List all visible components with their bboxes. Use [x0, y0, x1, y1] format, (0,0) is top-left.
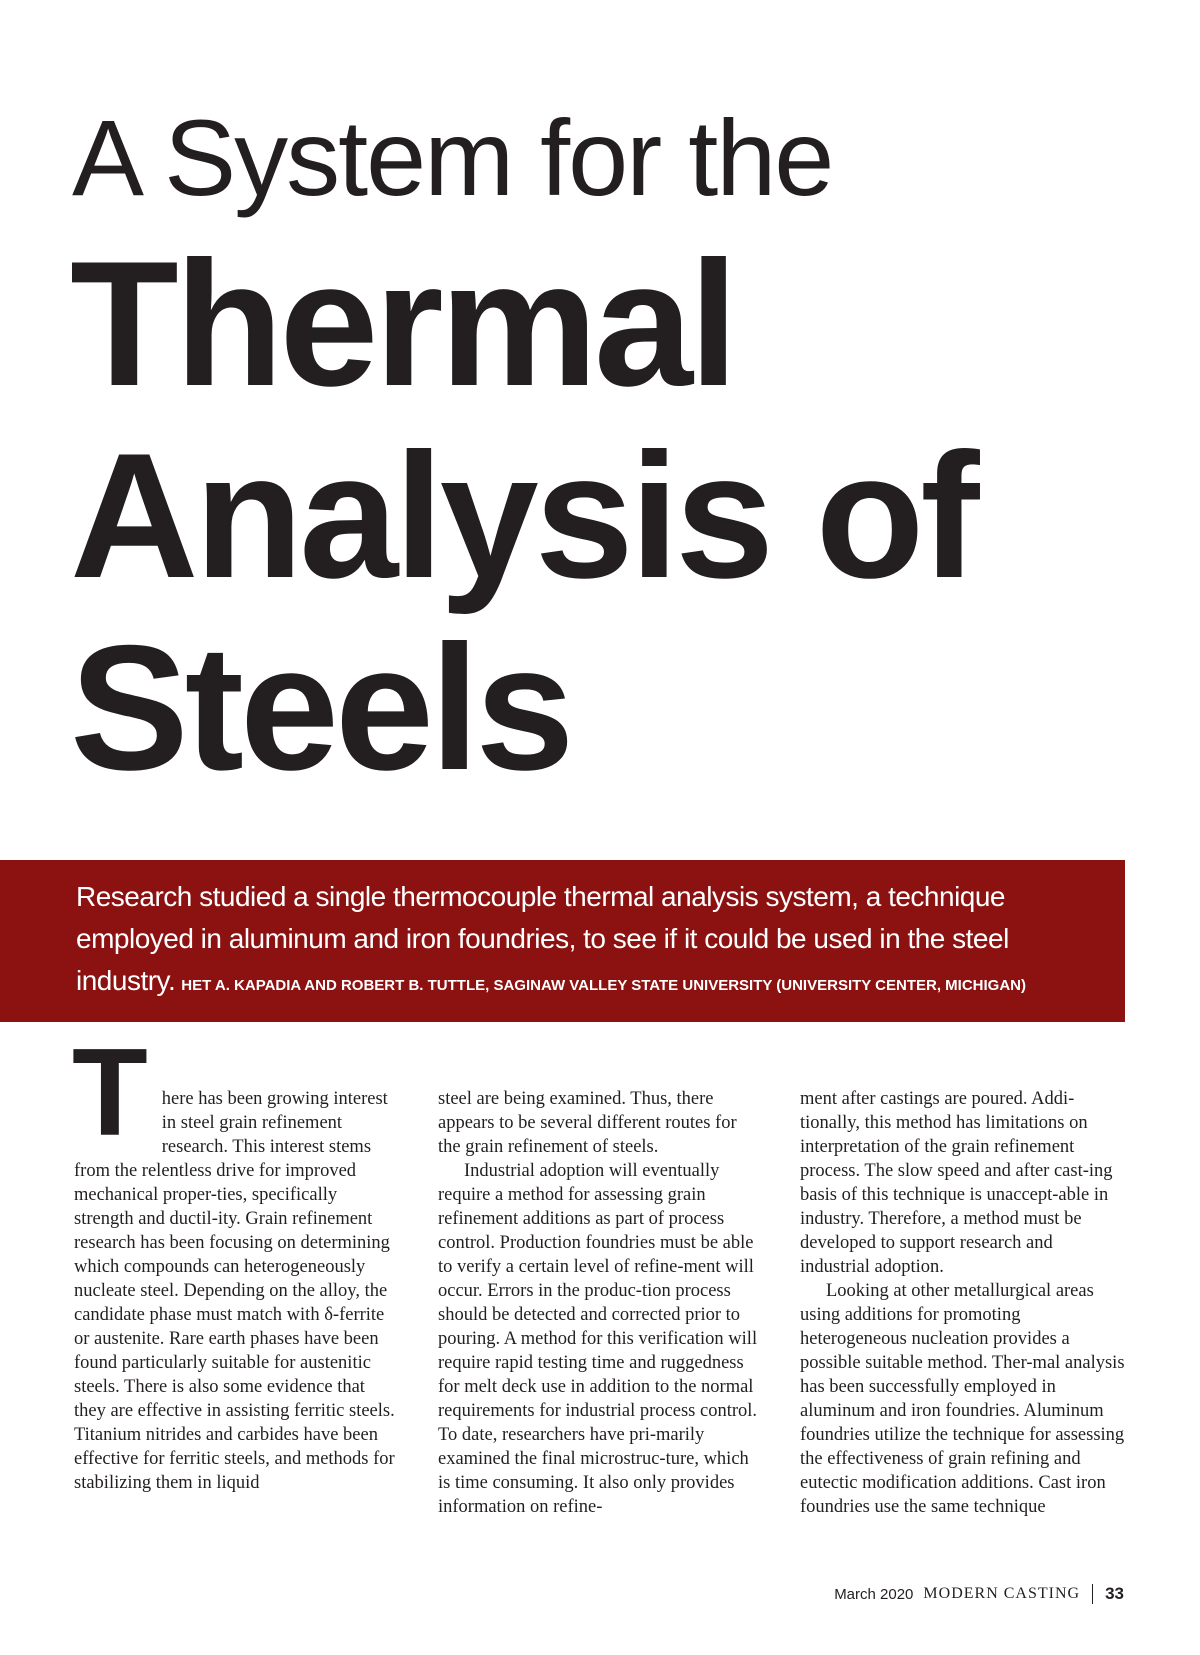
body-column-1 — [72, 1024, 399, 1495]
body-paragraph: Industrial adoption will eventually require a method for assessing grain refinement additions as part of process control. Production foundries must be able to verify a certain level of refine-ment will occur. Errors in the produc-tion process should be detected and corrected prior to pouring. A method for this verification will require rapid testing time and ruggedness for melt deck use in addition to the normal requirements for industrial process control. To date, researchers have pri-marily examined the final microstruc-ture, which is time consuming. It also only provides information on refine- — [438, 1161, 758, 1517]
body-column-3 — [800, 1087, 1125, 1519]
deck-banner — [0, 860, 1125, 1022]
footer-date: March 2020 — [834, 1585, 914, 1603]
headline-kicker: A System for the — [72, 97, 833, 218]
page-number: 33 — [1105, 1584, 1124, 1603]
body-paragraph: Looking at other metallurgical areas using additions for promoting heterogeneous nucleation provides a possible suitable method. Ther-mal analysis has been successfully employed in aluminum and iron foundries. Aluminum foundries utilize the technique for assessing the effectiveness of grain refining and eutectic modification additions. Cast iron foundries use the same technique — [800, 1281, 1125, 1517]
headline-line-1: Thermal — [70, 224, 735, 423]
footer-publication: MODERN CASTING — [923, 1585, 1081, 1602]
body-column-2 — [438, 1087, 763, 1519]
body-paragraph: here has been growing interest in steel grain refinement research. This interest stems from the relentless drive for improved mechanical proper-ties, specifically strength and ductil-ity. Grain refinement research has been focusing on determining which compounds can heterogeneously nucleate steel. Depending on the alloy, the candidate phase must match with δ-ferrite or austenite. Rare earth phases have been found particularly suitable for austenitic steels. There is also some evidence that they are effective in assisting ferritic steels. Titanium nitrides and carbides have been effective for ferritic steels, and methods for stabilizing them in liquid — [74, 1089, 395, 1493]
drop-cap: T — [72, 1024, 148, 1162]
headline-line-2: Analysis of — [70, 416, 976, 615]
body-paragraph: steel are being examined. Thus, there appears to be several different routes for the grain refinement of steels. — [438, 1089, 737, 1157]
byline: HET A. KAPADIA AND ROBERT B. TUTTLE, SAGINAW VALLEY STATE UNIVERSITY (UNIVERSITY CENTER, MICHIGAN) — [181, 977, 1027, 994]
headline-main — [70, 224, 976, 807]
deck — [76, 876, 1085, 1007]
headline-line-3: Steels — [70, 608, 571, 807]
deck-text: Research studied a single thermocouple thermal analysis system, a technique employed in aluminum and iron foundries, to see if it could be used in the steel industry. — [76, 881, 1009, 996]
footer-divider — [1092, 1584, 1093, 1604]
body-paragraph: ment after castings are poured. Addi-tionally, this method has limitations on interpretation of the grain refinement process. The slow speed and after cast-ing basis of this technique is unaccept-able in industry. Therefore, a method must be developed to support research and industrial adoption. — [800, 1089, 1113, 1277]
page-footer — [834, 1584, 1124, 1604]
